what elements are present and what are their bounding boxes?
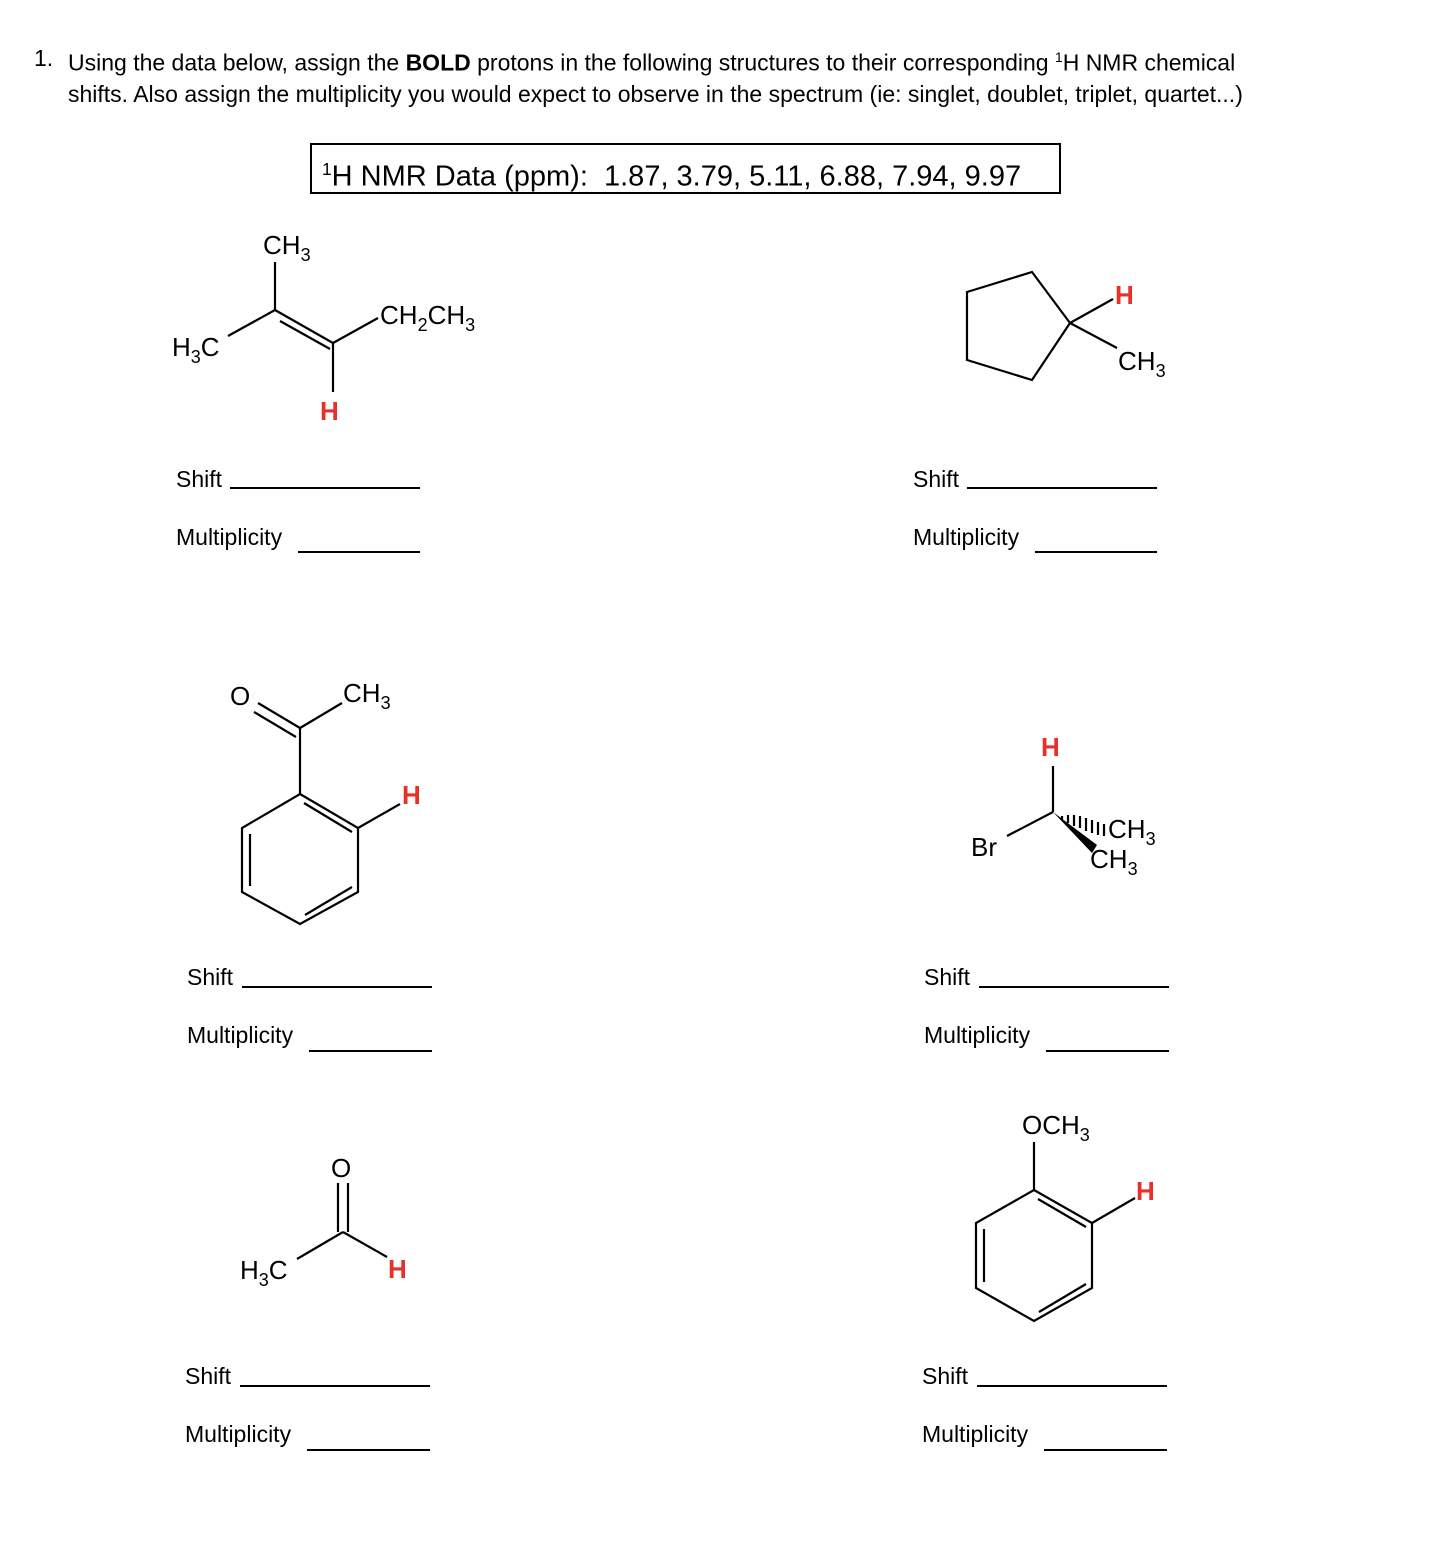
multiplicity-blank-2[interactable]: [1035, 551, 1157, 553]
shift-label-4: Shift: [924, 964, 971, 990]
multiplicity-blank-4[interactable]: [1046, 1050, 1169, 1052]
acetophenone-bold-h: H: [402, 780, 421, 810]
acetaldehyde-h3c: $H_3C$: [240, 1255, 288, 1290]
anisole-och3: $OCH_3$: [1022, 1110, 1090, 1145]
question-number: 1.: [34, 45, 54, 71]
anisole-structure: [976, 1142, 1135, 1321]
shift-label-5: Shift: [185, 1363, 232, 1389]
alkene-ch3-top: $CH_3$: [263, 230, 311, 265]
acetaldehyde-o: O: [331, 1153, 352, 1183]
nmr-data-box: $^1$H NMR Data (ppm): 1.87, 3.79, 5.11, 6.88, 7.94, 9.97: [310, 143, 1061, 194]
cyclopentane-ch3: $CH_3$: [1118, 346, 1166, 381]
acetaldehyde-structure: [297, 1183, 387, 1259]
alkene-structure: [228, 262, 378, 392]
question-line-2: shifts. Also assign the multiplicity you would expect to observe in the spectrum (ie: singlet, doublet, triplet, quartet...): [68, 81, 1243, 107]
bromide-bold-h: H: [1041, 732, 1060, 762]
acetaldehyde-bold-h: H: [388, 1254, 407, 1284]
nmr-shift-values: 1.87, 3.79, 5.11, 6.88, 7.94, 9.97: [604, 160, 1022, 193]
bromide-ch3-wedge: $CH_3$: [1090, 844, 1138, 879]
shift-blank-4[interactable]: [979, 986, 1169, 988]
multiplicity-blank-6[interactable]: [1044, 1449, 1167, 1451]
alkene-h3c: $H_3C$: [172, 332, 220, 367]
bromide-structure: [1007, 766, 1104, 836]
acetophenone-structure: [242, 703, 400, 924]
acetophenone-o: O: [230, 681, 251, 711]
acetophenone-ch3: $CH_3$: [343, 678, 391, 713]
multiplicity-label-1: Multiplicity: [176, 524, 283, 550]
shift-blank-3[interactable]: [242, 986, 432, 988]
multiplicity-label-6: Multiplicity: [922, 1421, 1029, 1447]
multiplicity-label-3: Multiplicity: [187, 1022, 294, 1048]
cyclopentane-structure: [967, 272, 1117, 380]
multiplicity-label-2: Multiplicity: [913, 524, 1020, 550]
bold-word: BOLD: [405, 49, 471, 76]
shift-blank-2[interactable]: [967, 487, 1157, 489]
shift-label-1: Shift: [176, 466, 223, 492]
shift-blank-1[interactable]: [230, 487, 420, 489]
alkene-bold-h: H: [320, 396, 339, 426]
shift-label-3: Shift: [187, 964, 234, 990]
multiplicity-blank-3[interactable]: [309, 1050, 432, 1052]
cyclopentane-bold-h: H: [1115, 280, 1134, 310]
anisole-bold-h: H: [1136, 1176, 1155, 1206]
alkene-ethyl: $CH_2CH_3$: [380, 300, 476, 335]
multiplicity-label-4: Multiplicity: [924, 1022, 1031, 1048]
question-line-1: Using the data below, assign the BOLD protons in the following structures to their corresponding $^1$H NMR chemical: [68, 49, 1236, 76]
shift-label-2: Shift: [913, 466, 960, 492]
shift-label-6: Shift: [922, 1363, 969, 1389]
multiplicity-label-5: Multiplicity: [185, 1421, 292, 1447]
shift-blank-6[interactable]: [977, 1385, 1167, 1387]
bromide-br: Br: [971, 832, 997, 862]
bromide-ch3-hash: $CH_3$: [1108, 814, 1156, 849]
multiplicity-blank-5[interactable]: [307, 1449, 430, 1451]
shift-blank-5[interactable]: [240, 1385, 430, 1387]
multiplicity-blank-1[interactable]: [298, 551, 420, 553]
